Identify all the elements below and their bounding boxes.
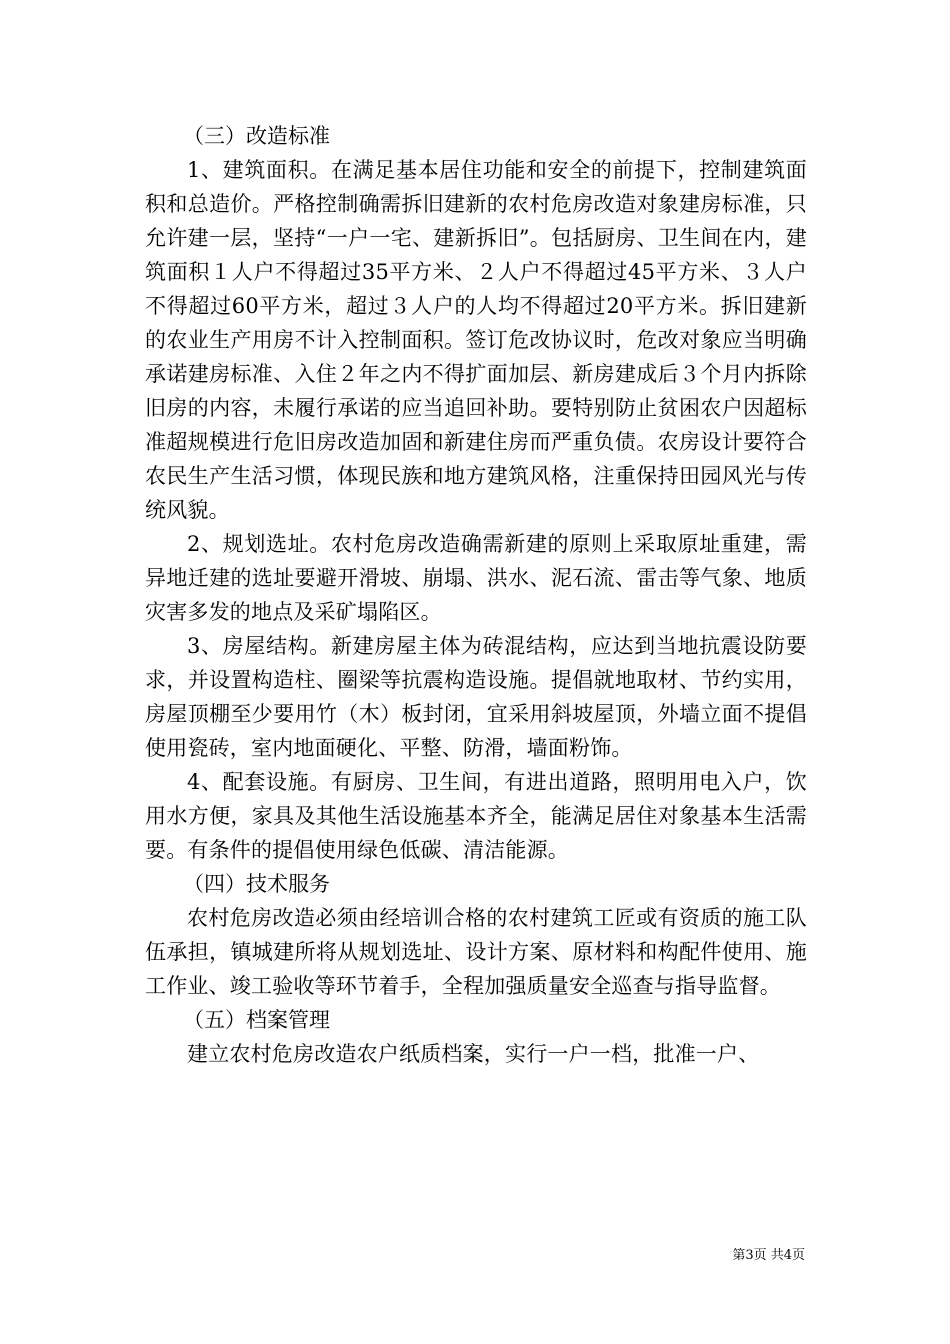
paragraph-house-structure: 3、房屋结构。新建房屋主体为砖混结构，应达到当地抗震设防要求，并设置构造柱、圈梁等抗震构造设施。提倡就地取材、节约实用，房屋顶棚至少要用竹（木）板封闭，宜采用斜坡屋顶，外墙立面不提倡使用瓷砖，室内地面硬化、平整、防滑，墙面粉饰。 [145,634,807,760]
page-number: 第3页 共4页 [732,1248,805,1263]
section-heading-5: （五）档案管理 [183,1008,330,1032]
section-heading-3: （三）改造标准 [183,124,330,148]
paragraph-site-selection: 2、规划选址。农村危房改造确需新建的原则上采取原址重建，需异地迁建的选址要避开滑坡、崩塌、洪水、泥石流、雷击等气象、地质灾害多发的地点及采矿塌陷区。 [145,532,807,624]
paragraph-building-area: 1、建筑面积。在满足基本居住功能和安全的前提下，控制建筑面积和总造价。严格控制确需拆旧建新的农村危房改造对象建房标准，只允许建一层，坚持“一户一宅、建新拆旧”。包括厨房、卫生间在内，建筑面积１人户不得超过35平方米、２人户不得超过45平方米、３人户不得超过60平方米，超过３人户的人均不得超过20平方米。拆旧建新的农业生产用房不计入控制面积。签订危改协议时，危改对象应当明确承诺建房标准、入住２年之内不得扩面加层、新房建成后３个月内拆除旧房的内容，未履行承诺的应当追回补助。要特别防止贫困农户因超标准超规模进行危旧房改造加固和新建住房而严重负债。农房设计要符合农民生产生活习惯，体现民族和地方建筑风格，注重保持田园风光与传统风貌。 [145,158,807,522]
section-heading-4: （四）技术服务 [183,872,330,896]
paragraph-archive-management: 建立农村危房改造农户纸质档案，实行一户一档，批准一户、 [187,1042,760,1066]
paragraph-facilities: 4、配套设施。有厨房、卫生间，有进出道路，照明用电入户，饮用水方便，家具及其他生活设施基本齐全，能满足居住对象基本生活需要。有条件的提倡使用绿色低碳、清洁能源。 [145,770,807,862]
paragraph-technical-service: 农村危房改造必须由经培训合格的农村建筑工匠或有资质的施工队伍承担，镇城建所将从规划选址、设计方案、原材料和构配件使用、施工作业、竣工验收等环节着手，全程加强质量安全巡查与指导监督。 [145,906,807,998]
document-body [145,119,807,1071]
